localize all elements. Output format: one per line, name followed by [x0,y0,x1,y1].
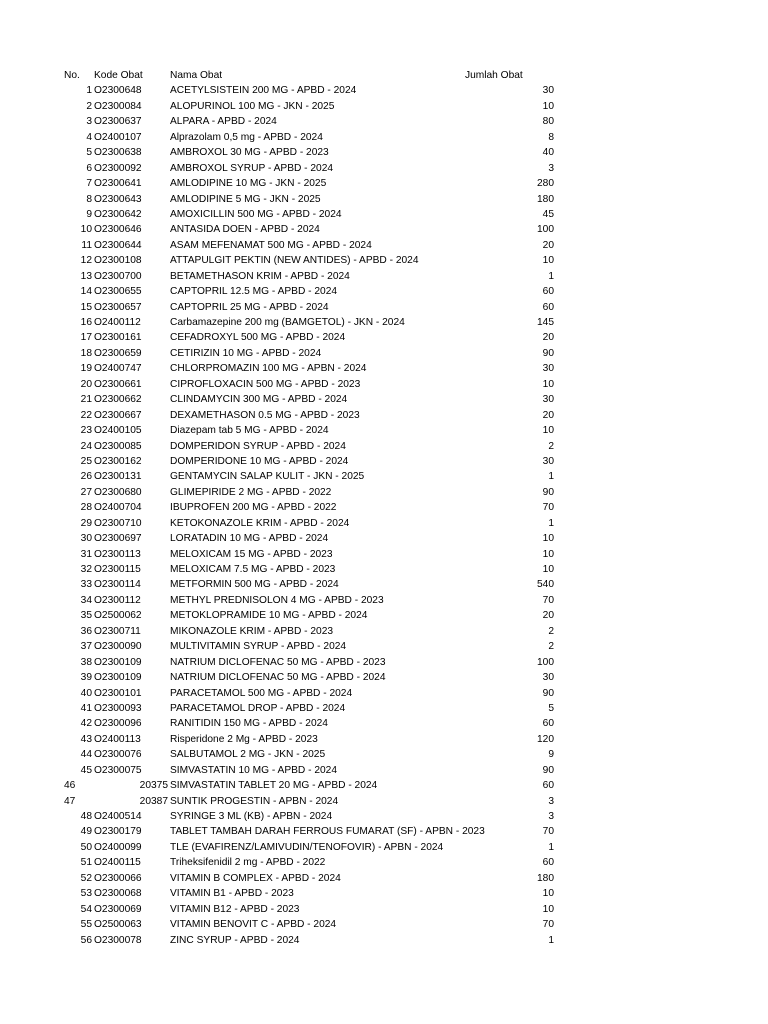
nama-obat-cell: CAPTOPRIL 25 MG - APBD - 2024 [170,301,329,313]
row-number: 35 [80,610,92,622]
kode-obat-cell: O2300648 [94,85,142,97]
nama-obat-cell: AMBROXOL 30 MG - APBD - 2023 [170,147,329,159]
nama-obat-cell: SUNTIK PROGESTIN - APBN - 2024 [170,795,339,807]
table-row [0,114,768,129]
table-row [0,639,768,654]
table-row [0,269,768,284]
row-number: 47 [64,795,76,807]
table-header-row [0,68,768,83]
nama-obat-cell: CLINDAMYCIN 300 MG - APBD - 2024 [170,394,348,406]
table-row [0,871,768,886]
row-number: 3 [86,116,92,128]
row-number: 48 [80,811,92,822]
kode-obat-cell: O2300112 [94,594,141,606]
nama-obat-cell: CIPROFLOXACIN 500 MG - APBD - 2023 [170,378,361,390]
row-number: 15 [80,301,92,313]
nama-obat-cell: ANTASIDA DOEN - APBD - 2024 [170,224,320,236]
table-row [0,408,768,423]
row-number: 52 [80,872,92,884]
table-row [0,377,768,392]
jumlah-obat-cell: 10 [542,255,554,267]
table-row [0,917,768,932]
table-row [0,655,768,670]
kode-obat-cell: O2300161 [94,332,142,344]
row-number: 14 [80,286,92,298]
row-number: 17 [80,332,92,344]
kode-obat-cell: O2300113 [94,548,141,560]
table-row [0,83,768,98]
nama-obat-cell: AMLODIPINE 10 MG - JKN - 2025 [170,178,327,190]
row-number: 32 [80,564,92,575]
row-number: 7 [86,178,92,190]
jumlah-obat-cell: 90 [542,486,554,498]
jumlah-obat-cell: 20 [542,610,554,622]
jumlah-obat-cell: 10 [542,548,554,560]
column-header-no: No. [64,70,80,81]
kode-obat-cell: O2300131 [94,471,142,483]
jumlah-obat-cell: 40 [542,147,554,159]
nama-obat-cell: ATTAPULGIT PEKTIN (NEW ANTIDES) - APBD - 2024 [170,255,419,267]
jumlah-obat-cell: 90 [542,347,554,359]
table-row [0,469,768,484]
table-row [0,824,768,839]
table-row [0,747,768,762]
kode-obat-cell: O2300710 [94,517,142,529]
kode-obat-cell: 20387 [139,795,168,807]
jumlah-obat-cell: 60 [542,286,554,298]
nama-obat-cell: MELOXICAM 15 MG - APBD - 2023 [170,548,333,560]
nama-obat-cell: MULTIVITAMIN SYRUP - APBD - 2024 [170,641,347,653]
table-row [0,886,768,901]
table-row [0,716,768,731]
nama-obat-cell: Risperidone 2 Mg - APBD - 2023 [170,733,318,745]
jumlah-obat-cell: 180 [537,193,554,205]
table-row [0,423,768,438]
jumlah-obat-cell: 180 [537,872,554,884]
row-number: 37 [80,641,92,653]
table-row [0,577,768,592]
table-row [0,485,768,500]
kode-obat-cell: O2300667 [94,409,142,421]
kode-obat-cell: O2300093 [94,702,142,714]
nama-obat-cell: AMBROXOL SYRUP - APBD - 2024 [170,162,334,174]
nama-obat-cell: Triheksifenidil 2 mg - APBD - 2022 [170,857,326,869]
jumlah-obat-cell: 90 [542,687,554,699]
row-number: 16 [80,317,92,328]
jumlah-obat-cell: 60 [542,857,554,869]
nama-obat-cell: DOMPERIDONE 10 MG - APBD - 2024 [170,455,349,467]
row-number: 24 [80,440,92,452]
kode-obat-cell: O2300084 [94,100,142,112]
kode-obat-cell: O2400115 [94,857,141,869]
row-number: 39 [80,672,92,684]
jumlah-obat-cell: 90 [542,764,554,776]
jumlah-obat-cell: 30 [542,363,554,375]
nama-obat-cell: Diazepam tab 5 MG - APBD - 2024 [170,425,329,437]
table-row [0,392,768,407]
kode-obat-cell: O2400747 [94,363,142,375]
kode-obat-cell: O2300075 [94,764,142,776]
row-number: 18 [80,347,92,359]
nama-obat-cell: IBUPROFEN 200 MG - APBD - 2022 [170,502,337,514]
nama-obat-cell: DOMPERIDON SYRUP - APBD - 2024 [170,440,346,452]
table-row [0,531,768,546]
jumlah-obat-cell: 1 [548,270,554,282]
row-number: 50 [80,841,92,853]
jumlah-obat-cell: 10 [542,533,554,545]
row-number: 38 [80,656,92,668]
kode-obat-cell: O2300643 [94,193,142,205]
table-row [0,207,768,222]
kode-obat-cell: O2300090 [94,641,142,653]
kode-obat-cell: O2300069 [94,903,142,915]
kode-obat-cell: O2500063 [94,919,142,931]
kode-obat-cell: O2400105 [94,425,142,437]
jumlah-obat-cell: 10 [542,903,554,915]
kode-obat-cell: O2300101 [94,687,142,699]
row-number: 42 [80,718,92,730]
table-row [0,346,768,361]
kode-obat-cell: O2300711 [94,625,141,637]
table-row [0,701,768,716]
nama-obat-cell: ZINC SYRUP - APBD - 2024 [170,934,300,946]
jumlah-obat-cell: 2 [548,625,554,637]
row-number: 36 [80,625,92,637]
nama-obat-cell: BETAMETHASON KRIM - APBD - 2024 [170,270,350,282]
row-number: 53 [80,888,92,900]
jumlah-obat-cell: 10 [542,564,554,575]
kode-obat-cell: O2300066 [94,872,142,884]
jumlah-obat-cell: 30 [542,672,554,684]
row-number: 40 [80,687,92,699]
jumlah-obat-cell: 10 [542,888,554,900]
jumlah-obat-cell: 100 [537,656,554,668]
table-row [0,593,768,608]
table-row [0,130,768,145]
kode-obat-cell: O2400113 [94,733,141,745]
nama-obat-cell: SALBUTAMOL 2 MG - JKN - 2025 [170,749,326,761]
kode-obat-cell: O2300637 [94,116,142,128]
table-row [0,238,768,253]
nama-obat-cell: ACETYLSISTEIN 200 MG - APBD - 2024 [170,85,357,97]
jumlah-obat-cell: 9 [548,749,554,761]
kode-obat-cell: O2300655 [94,286,142,298]
row-number: 19 [80,363,92,375]
kode-obat-cell: O2300114 [94,579,141,591]
row-number: 22 [80,409,92,421]
jumlah-obat-cell: 10 [542,425,554,437]
row-number: 10 [80,224,92,236]
row-number: 8 [86,193,92,205]
jumlah-obat-cell: 280 [537,178,554,190]
table-row [0,902,768,917]
kode-obat-cell: 20375 [139,780,168,792]
row-number: 9 [86,208,92,220]
table-row [0,763,768,778]
table-row [0,547,768,562]
table-row [0,778,768,793]
jumlah-obat-cell: 70 [542,826,554,838]
kode-obat-cell: O2300109 [94,672,142,684]
table-row [0,670,768,685]
nama-obat-cell: CAPTOPRIL 12.5 MG - APBD - 2024 [170,286,338,298]
row-number: 20 [80,378,92,390]
nama-obat-cell: ALOPURINOL 100 MG - JKN - 2025 [170,100,335,112]
jumlah-obat-cell: 10 [542,100,554,112]
row-number: 41 [80,702,92,714]
jumlah-obat-cell: 120 [537,733,554,745]
table-row [0,608,768,623]
kode-obat-cell: O2300700 [94,270,142,282]
nama-obat-cell: NATRIUM DICLOFENAC 50 MG - APBD - 2024 [170,672,386,684]
kode-obat-cell: O2300661 [94,378,142,390]
row-number: 30 [80,533,92,545]
kode-obat-cell: O2300638 [94,147,142,159]
table-body [0,83,768,948]
table-row [0,855,768,870]
nama-obat-cell: VITAMIN B1 - APBD - 2023 [170,888,294,900]
table-row [0,99,768,114]
table-row [0,161,768,176]
kode-obat-cell: O2300697 [94,533,142,545]
nama-obat-cell: MELOXICAM 7.5 MG - APBD - 2023 [170,564,336,575]
nama-obat-cell: LORATADIN 10 MG - APBD - 2024 [170,533,329,545]
nama-obat-cell: RANITIDIN 150 MG - APBD - 2024 [170,718,328,730]
row-number: 55 [80,919,92,931]
nama-obat-cell: CETIRIZIN 10 MG - APBD - 2024 [170,347,322,359]
row-number: 49 [80,826,92,838]
jumlah-obat-cell: 145 [537,317,554,328]
nama-obat-cell: SIMVASTATIN 10 MG - APBD - 2024 [170,764,338,776]
jumlah-obat-cell: 45 [542,208,554,220]
jumlah-obat-cell: 1 [548,934,554,946]
nama-obat-cell: PARACETAMOL DROP - APBD - 2024 [170,702,346,714]
table-row [0,562,768,577]
jumlah-obat-cell: 3 [548,795,554,807]
table-row [0,222,768,237]
row-number: 29 [80,517,92,529]
row-number: 51 [80,857,92,869]
table-row [0,284,768,299]
jumlah-obat-cell: 3 [548,811,554,822]
jumlah-obat-cell: 8 [548,131,554,143]
row-number: 2 [86,100,92,112]
kode-obat-cell: O2300109 [94,656,142,668]
jumlah-obat-cell: 1 [548,517,554,529]
jumlah-obat-cell: 60 [542,301,554,313]
nama-obat-cell: AMLODIPINE 5 MG - JKN - 2025 [170,193,321,205]
nama-obat-cell: AMOXICILLIN 500 MG - APBD - 2024 [170,208,342,220]
jumlah-obat-cell: 10 [542,378,554,390]
table-row [0,315,768,330]
jumlah-obat-cell: 70 [542,502,554,514]
row-number: 45 [80,764,92,776]
nama-obat-cell: VITAMIN BENOVIT C - APBD - 2024 [170,919,337,931]
kode-obat-cell: O2300646 [94,224,142,236]
kode-obat-cell: O2400704 [94,502,142,514]
nama-obat-cell: METOKLOPRAMIDE 10 MG - APBD - 2024 [170,610,368,622]
kode-obat-cell: O2300092 [94,162,142,174]
nama-obat-cell: CHLORPROMAZIN 100 MG - APBN - 2024 [170,363,367,375]
nama-obat-cell: TLE (EVAFIRENZ/LAMIVUDIN/TENOFOVIR) - APBN - 2024 [170,841,444,853]
kode-obat-cell: O2300179 [94,826,142,838]
column-header-kode-obat: Kode Obat [94,70,143,81]
kode-obat-cell: O2300641 [94,178,142,190]
table-row [0,840,768,855]
table-row [0,500,768,515]
jumlah-obat-cell: 60 [542,718,554,730]
row-number: 11 [81,239,92,251]
kode-obat-cell: O2300115 [94,564,141,575]
row-number: 28 [80,502,92,514]
row-number: 33 [80,579,92,591]
jumlah-obat-cell: 70 [542,594,554,606]
jumlah-obat-cell: 30 [542,85,554,97]
medicine-stock-table [0,68,768,948]
jumlah-obat-cell: 2 [548,440,554,452]
column-header-nama-obat: Nama Obat [170,70,223,81]
table-row [0,192,768,207]
kode-obat-cell: O2500062 [94,610,142,622]
table-row [0,794,768,809]
nama-obat-cell: PARACETAMOL 500 MG - APBD - 2024 [170,687,353,699]
jumlah-obat-cell: 30 [542,394,554,406]
kode-obat-cell: O2300657 [94,301,142,313]
kode-obat-cell: O2400112 [94,317,141,328]
table-row [0,330,768,345]
table-row [0,686,768,701]
row-number: 54 [80,903,92,915]
table-row [0,253,768,268]
nama-obat-cell: MIKONAZOLE KRIM - APBD - 2023 [170,625,334,637]
jumlah-obat-cell: 3 [548,162,554,174]
kode-obat-cell: O2300662 [94,394,142,406]
row-number: 23 [80,425,92,437]
jumlah-obat-cell: 60 [542,780,554,792]
table-row [0,732,768,747]
row-number: 26 [80,471,92,483]
nama-obat-cell: CEFADROXYL 500 MG - APBD - 2024 [170,332,346,344]
column-header-jumlah-obat: Jumlah Obat [465,70,523,81]
row-number: 21 [80,394,92,406]
nama-obat-cell: KETOKONAZOLE KRIM - APBD - 2024 [170,517,350,529]
row-number: 34 [80,594,92,606]
kode-obat-cell: O2300108 [94,255,142,267]
row-number: 13 [80,270,92,282]
nama-obat-cell: Carbamazepine 200 mg (BAMGETOL) - JKN - 2024 [170,317,405,328]
jumlah-obat-cell: 1 [548,471,554,483]
row-number: 4 [86,131,92,143]
kode-obat-cell: O2300644 [94,239,142,251]
nama-obat-cell: TABLET TAMBAH DARAH FERROUS FUMARAT (SF) - APBN - 2023 [170,826,485,838]
kode-obat-cell: O2300680 [94,486,142,498]
row-number: 44 [80,749,92,761]
row-number: 25 [80,455,92,467]
kode-obat-cell: O2300659 [94,347,142,359]
kode-obat-cell: O2300078 [94,934,142,946]
table-row [0,300,768,315]
table-row [0,516,768,531]
row-number: 46 [64,780,76,792]
jumlah-obat-cell: 5 [548,702,554,714]
nama-obat-cell: ALPARA - APBD - 2024 [170,116,277,128]
nama-obat-cell: SYRINGE 3 ML (KB) - APBN - 2024 [170,811,333,822]
nama-obat-cell: GENTAMYCIN SALAP KULIT - JKN - 2025 [170,471,365,483]
jumlah-obat-cell: 20 [542,409,554,421]
nama-obat-cell: GLIMEPIRIDE 2 MG - APBD - 2022 [170,486,332,498]
jumlah-obat-cell: 80 [542,116,554,128]
row-number: 12 [80,255,92,267]
kode-obat-cell: O2300085 [94,440,142,452]
jumlah-obat-cell: 20 [542,239,554,251]
kode-obat-cell: O2300076 [94,749,142,761]
jumlah-obat-cell: 70 [542,919,554,931]
nama-obat-cell: METFORMIN 500 MG - APBD - 2024 [170,579,339,591]
jumlah-obat-cell: 100 [537,224,554,236]
table-row [0,933,768,948]
row-number: 5 [86,147,92,159]
table-row [0,624,768,639]
nama-obat-cell: NATRIUM DICLOFENAC 50 MG - APBD - 2023 [170,656,386,668]
row-number: 31 [80,548,92,560]
kode-obat-cell: O2400099 [94,841,142,853]
row-number: 43 [80,733,92,745]
table-row [0,176,768,191]
table-row [0,809,768,824]
jumlah-obat-cell: 540 [537,579,554,591]
nama-obat-cell: VITAMIN B12 - APBD - 2023 [170,903,300,915]
row-number: 1 [86,85,92,97]
row-number: 56 [80,934,92,946]
jumlah-obat-cell: 1 [548,841,554,853]
nama-obat-cell: ASAM MEFENAMAT 500 MG - APBD - 2024 [170,239,372,251]
jumlah-obat-cell: 30 [542,455,554,467]
nama-obat-cell: SIMVASTATIN TABLET 20 MG - APBD - 2024 [170,780,378,792]
jumlah-obat-cell: 20 [542,332,554,344]
table-row [0,361,768,376]
table-row [0,145,768,160]
kode-obat-cell: O2300642 [94,208,142,220]
nama-obat-cell: VITAMIN B COMPLEX - APBD - 2024 [170,872,341,884]
row-number: 6 [86,162,92,174]
kode-obat-cell: O2300162 [94,455,142,467]
table-row [0,454,768,469]
kode-obat-cell: O2300096 [94,718,142,730]
kode-obat-cell: O2300068 [94,888,142,900]
nama-obat-cell: DEXAMETHASON 0.5 MG - APBD - 2023 [170,409,360,421]
kode-obat-cell: O2400107 [94,131,142,143]
jumlah-obat-cell: 2 [548,641,554,653]
nama-obat-cell: Alprazolam 0,5 mg - APBD - 2024 [170,131,323,143]
table-row [0,439,768,454]
kode-obat-cell: O2400514 [94,811,142,822]
row-number: 27 [80,486,92,498]
nama-obat-cell: METHYL PREDNISOLON 4 MG - APBD - 2023 [170,594,384,606]
